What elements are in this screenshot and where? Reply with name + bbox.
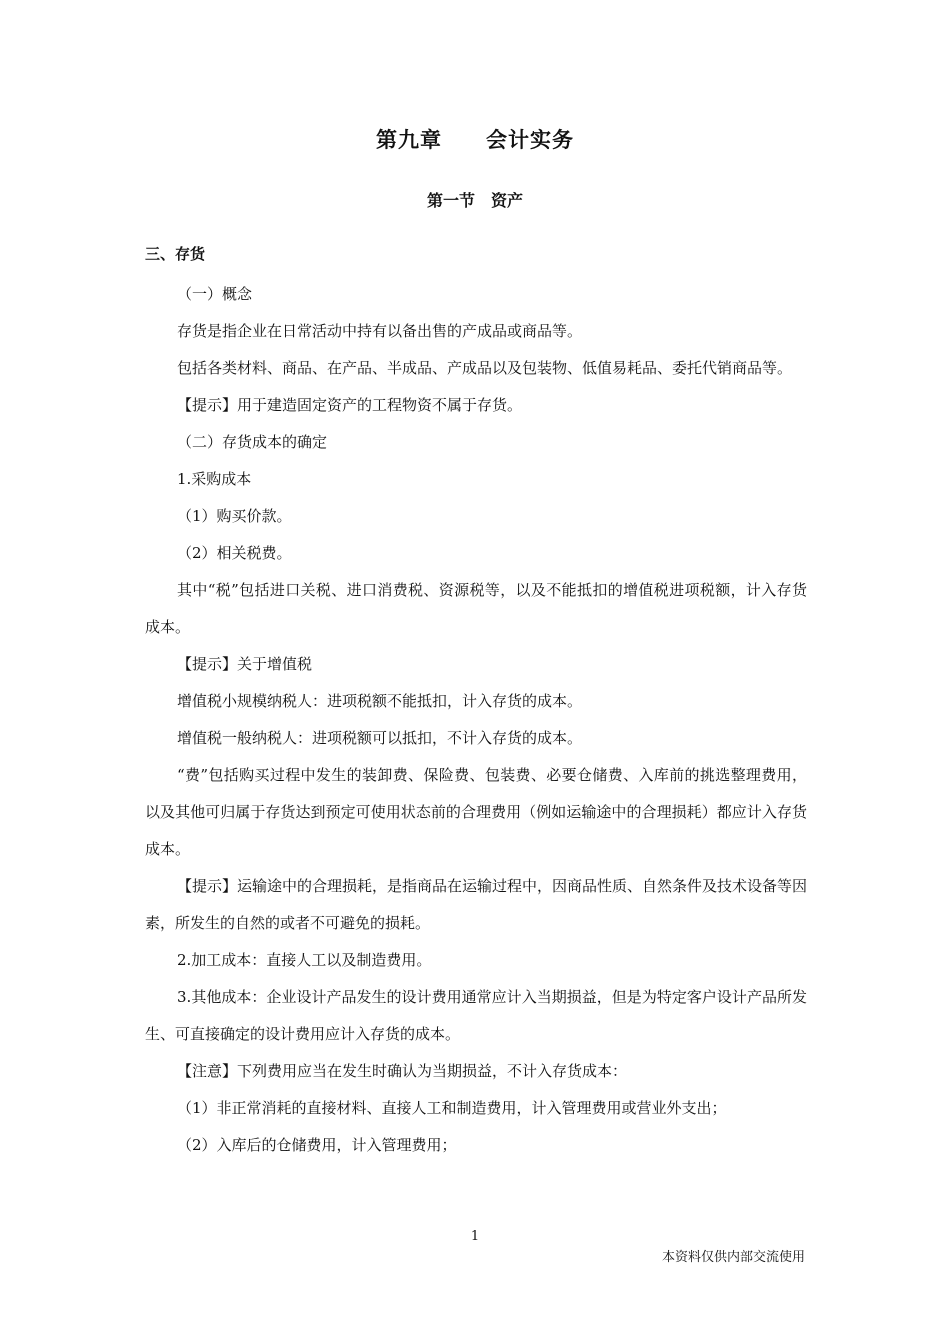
paragraph: 增值税一般纳税人：进项税额可以抵扣，不计入存货的成本。 [177, 729, 583, 747]
paragraph: （1）购买价款。 [177, 507, 292, 525]
paragraph: （2）相关税费。 [177, 544, 292, 562]
section-title: 第一节 资产 [426, 191, 523, 210]
paragraph: （2）入库后的仓储费用，计入管理费用； [177, 1136, 457, 1154]
paragraph: 存货是指企业在日常活动中持有以备出售的产成品或商品等。 [177, 322, 583, 340]
paragraph: 【提示】运输途中的合理损耗，是指商品在运输过程中，因商品性质、自然条件及技术设备等因素，所发生的自然的或者不可避免的损耗。 [145, 877, 808, 932]
chapter-title: 第九章 会计实务 [376, 128, 574, 152]
page-number: 1 [470, 1229, 480, 1244]
paragraph: 1.采购成本 [177, 470, 252, 488]
paragraph: （一）概念 [177, 285, 253, 303]
paragraph: 【注意】下列费用应当在发生时确认为当期损益，不计入存货成本： [177, 1062, 628, 1080]
paragraph: 其中“税”包括进口关税、进口消费税、资源税等，以及不能抵扣的增值税进项税额，计入存货成本。 [145, 581, 807, 636]
paragraph: 包括各类材料、商品、在产品、半成品、产成品以及包装物、低值易耗品、委托代销商品等。 [177, 359, 793, 377]
paragraph: 增值税小规模纳税人：进项税额不能抵扣，计入存货的成本。 [177, 692, 583, 710]
subsection-heading: 三、存货 [145, 245, 206, 263]
paragraph: 2.加工成本：直接人工以及制造费用。 [177, 951, 432, 969]
body-text [145, 276, 807, 1164]
paragraph: 3.其他成本：企业设计产品发生的设计费用通常应计入当期损益，但是为特定客户设计产品所发生、可直接确定的设计费用应计入存货的成本。 [145, 988, 807, 1043]
paragraph: “费”包括购买过程中发生的装卸费、保险费、包装费、必要仓储费、入库前的挑选整理费用，以及其他可归属于存货达到预定可使用状态前的合理费用（例如运输途中的合理损耗）都应计入存货成本。 [145, 766, 807, 858]
paragraph: （1）非正常消耗的直接材料、直接人工和制造费用，计入管理费用或营业外支出； [177, 1099, 727, 1117]
paragraph: 【提示】用于建造固定资产的工程物资不属于存货。 [177, 396, 523, 414]
paragraph: 【提示】关于增值税 [177, 655, 313, 673]
footer-note: 本资料仅供内部交流使用 [661, 1250, 805, 1265]
paragraph: （二）存货成本的确定 [177, 433, 328, 451]
